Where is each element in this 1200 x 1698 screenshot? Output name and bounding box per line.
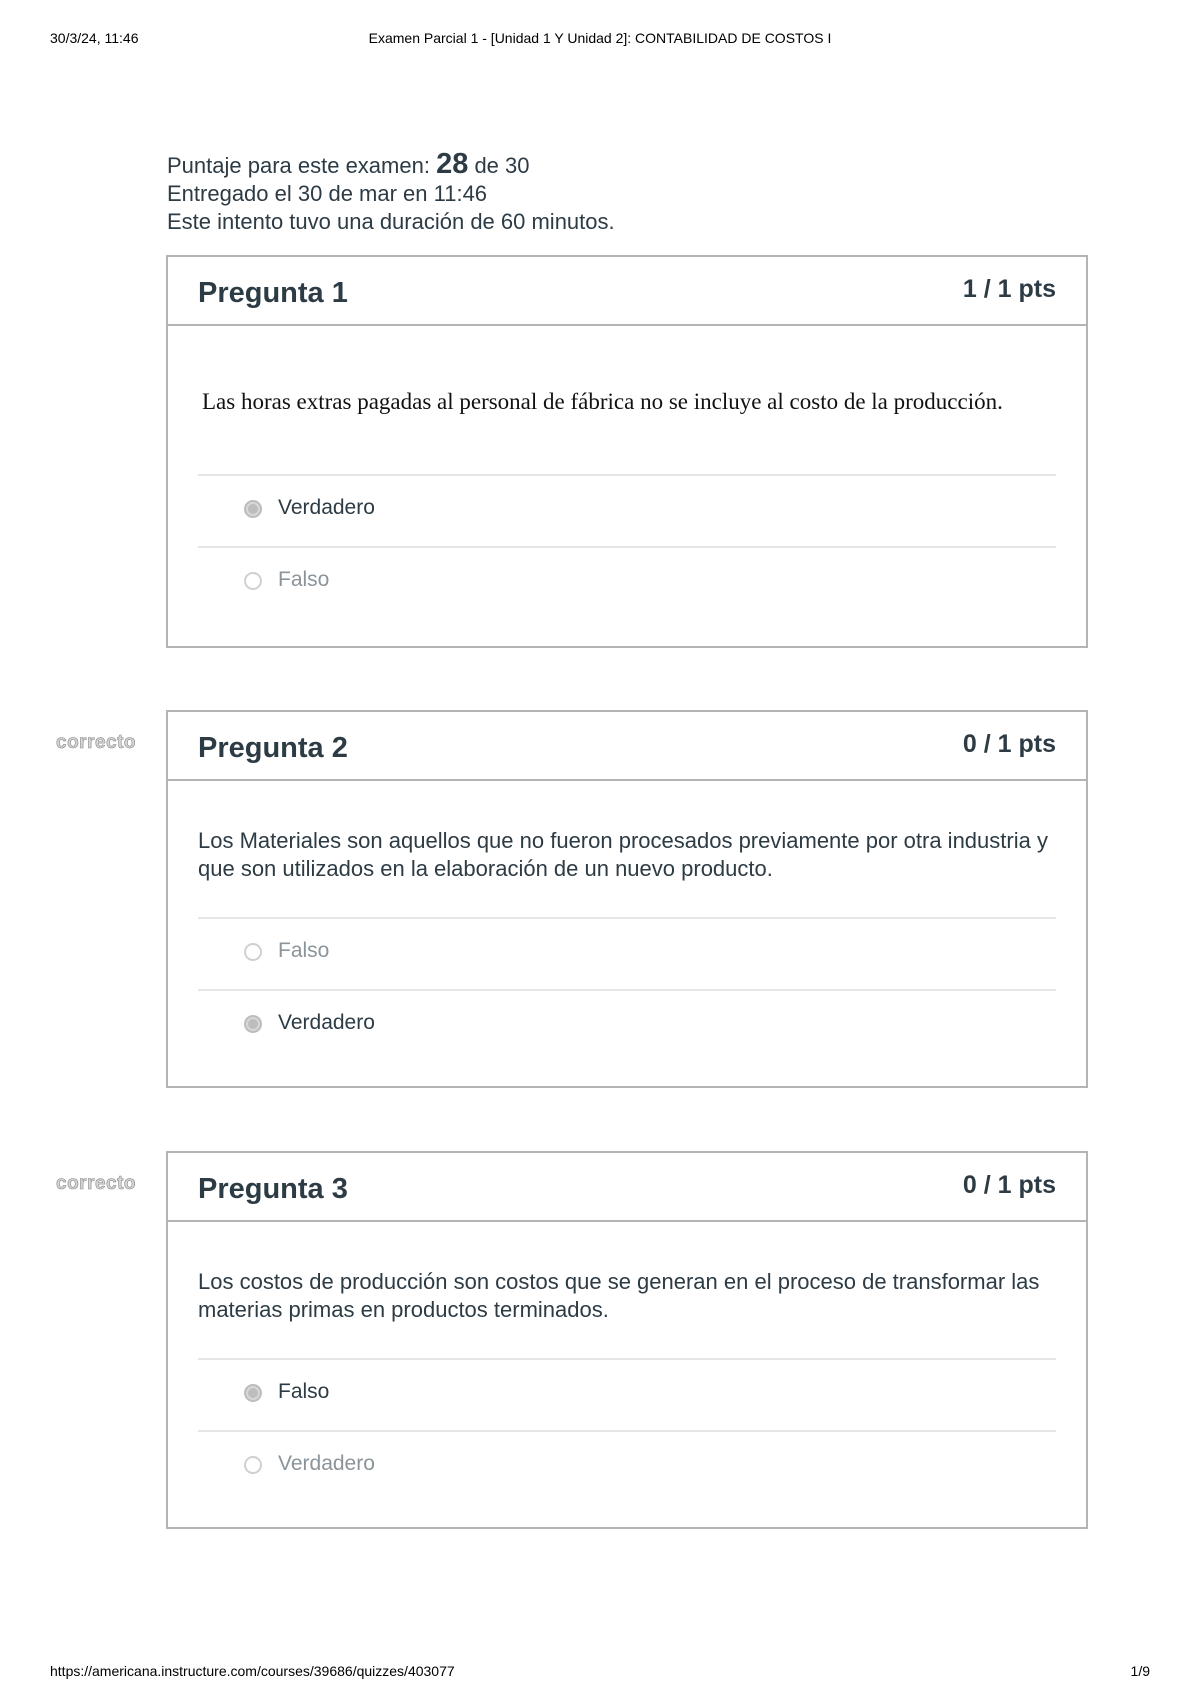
question-header — [168, 1153, 1086, 1222]
answer-list — [198, 917, 1056, 1061]
question-card — [166, 1151, 1088, 1529]
answer-label: Verdadero — [278, 1452, 375, 1475]
question-title: Pregunta 2 — [198, 732, 348, 764]
score-suffix: de 30 — [468, 153, 530, 178]
duration-line: Este intento tuvo una duración de 60 minutos. — [167, 209, 615, 234]
question-card — [166, 710, 1088, 1088]
radio-selected-icon[interactable] — [244, 1015, 262, 1033]
answer-option[interactable] — [198, 917, 1056, 989]
page-number: 1/9 — [1130, 1663, 1150, 1679]
print-footer — [50, 1663, 1150, 1683]
answer-label: Falso — [278, 568, 330, 591]
answer-option[interactable] — [198, 1358, 1056, 1430]
question-header — [168, 712, 1086, 781]
submitted-line: Entregado el 30 de mar en 11:46 — [167, 181, 488, 206]
question-title: Pregunta 3 — [198, 1173, 348, 1205]
answer-option[interactable] — [198, 546, 1056, 618]
question-text: Los Materiales son aquellos que no fueron procesados previamente por otra industria y que son utilizados en la elaboración de un nuevo producto. — [198, 828, 1048, 881]
question-points: 0 / 1 pts — [962, 730, 1056, 758]
answer-label: Falso — [278, 1380, 330, 1403]
question-3 — [0, 1151, 1200, 1531]
question-2 — [0, 710, 1200, 1090]
question-points: 1 / 1 pts — [962, 275, 1056, 303]
question-header — [168, 257, 1086, 326]
question-title: Pregunta 1 — [198, 277, 348, 309]
answer-label: Falso — [278, 939, 330, 962]
answer-list — [198, 474, 1056, 618]
question-text: Las horas extras pagadas al personal de fábrica no se incluye al costo de la producción. — [202, 389, 1003, 414]
radio-selected-icon[interactable] — [244, 500, 262, 518]
answer-option[interactable] — [198, 989, 1056, 1061]
quiz-summary — [167, 150, 615, 236]
print-title: Examen Parcial 1 - [Unidad 1 Y Unidad 2]: CONTABILIDAD DE COSTOS I — [368, 30, 832, 46]
answer-list — [198, 1358, 1056, 1502]
question-status: correcto — [56, 732, 137, 753]
radio-empty-icon[interactable] — [244, 943, 262, 961]
radio-empty-icon[interactable] — [244, 572, 262, 590]
print-datetime: 30/3/24, 11:46 — [50, 30, 139, 46]
answer-option[interactable] — [198, 1430, 1056, 1502]
score-prefix: Puntaje para este examen: — [167, 153, 437, 178]
print-header — [50, 30, 1150, 50]
question-1 — [0, 255, 1200, 650]
question-card — [166, 255, 1088, 648]
answer-option[interactable] — [198, 474, 1056, 546]
score-line — [167, 150, 615, 180]
answer-label: Verdadero — [278, 1011, 375, 1034]
answer-label: Verdadero — [278, 496, 375, 519]
question-status: correcto — [56, 1173, 137, 1194]
print-url: https://americana.instructure.com/courses/39686/quizzes/403077 — [50, 1663, 455, 1679]
question-points: 0 / 1 pts — [962, 1171, 1056, 1199]
question-text: Los costos de producción son costos que se generan en el proceso de transformar las materias primas en productos terminados. — [198, 1269, 1040, 1322]
score-value: 28 — [436, 148, 469, 180]
radio-empty-icon[interactable] — [244, 1456, 262, 1474]
radio-selected-icon[interactable] — [244, 1384, 262, 1402]
